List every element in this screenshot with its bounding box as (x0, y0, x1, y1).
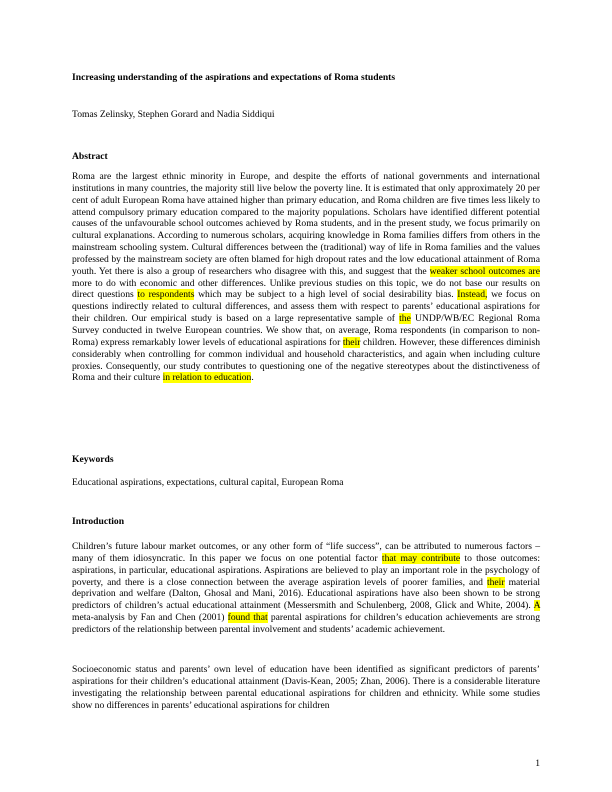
author-list: Tomas Zelinsky, Stephen Gorard and Nadia Siddiqui (72, 109, 275, 120)
abstract-paragraph (72, 171, 540, 384)
text-run: children. However, these differences diminish considerably when controlling for common individual and household characteristics, and again when including culture proxies. Consequently, our study contributes to questioning one of the negative stereotypes about the distinctiveness of Roma and their culture (72, 336, 540, 384)
highlighted-text: their (342, 336, 361, 348)
text-run: meta-analysis by Fan and Chen (2001) (72, 612, 228, 624)
text-run: UNDP/WB/EC Regional Roma Survey conducted in twelve European countries. We show that, on average, Roma respondents (in comparison to non-Roma) express remarkably lower levels of educational aspirations for (72, 313, 540, 348)
highlighted-text: their (486, 576, 505, 588)
paper-title: Increasing understanding of the aspirations and expectations of Roma students (72, 72, 396, 83)
page-number: 1 (535, 758, 540, 769)
highlighted-text: found that (227, 612, 268, 624)
highlighted-text: to respondents (137, 289, 195, 301)
text-run: which may be subject to a high level of social desirability bias. (194, 289, 458, 301)
highlighted-text: A (533, 600, 540, 612)
text-run: more to do with economic and other differences. Unlike previous studies on this topic, we do not base our results on direct questions (72, 277, 540, 301)
text-run: to those outcomes: aspirations, in particular, educational aspirations. Aspirations are believed to play an important role in the psychology of poverty, and there is a close connection between the average aspiration levels of poorer families, and (72, 552, 540, 588)
keywords-text: Educational aspirations, expectations, cultural capital, European Roma (72, 477, 344, 488)
introduction-paragraph-1 (72, 541, 540, 636)
highlighted-text: Instead, (457, 289, 488, 301)
keywords-heading: Keywords (72, 454, 114, 465)
highlighted-text: that may contribute (381, 552, 461, 564)
text-run: Roma are the largest ethnic minority in Europe, and despite the efforts of national governments and international institutions in many countries, the majority still live below the poverty line. It is estimated that only approximately 20 per cent of adult European Roma have attained higher than primary education, and Roma children are five times less likely to attend compulsory primary education compared to the majority populations. Scholars have identified different potential causes of the unfavourable school outcomes achieved by Roma students, and in the present study, we focus primarily on cultural explanations. According to numerous scholars, acquiring knowledge in Roma families differs from others in the mainstream schooling system. Cultural differences between the (traditional) way of life in Roma families and the values professed by the mainstream society are often blamed for high dropout rates and the low educational attainment of Roma youth. Yet there is also a group of researchers who disagree with this, and suggest that the (72, 171, 540, 277)
highlighted-text: the (399, 313, 411, 325)
text-run: . (251, 372, 254, 384)
text-run: parental aspirations for children’s education achievements are strong predictors of the relationship between parental involvement and students’ academic achievement. (72, 612, 540, 635)
highlighted-text: weaker school outcomes are (429, 265, 540, 277)
text-run: material deprivation and welfare (Dalton, Ghosal and Mani, 2016). Educational aspirations have also been shown to be strong predictors of children’s actual educational attainment (Messersmith and Schulenberg, 2008, Glick and White, 2004). (72, 576, 541, 612)
text-run: Children’s future labour market outcomes, or any other form of “life success”, can be attributed to numerous factors – many of them idiosyncratic. In this paper we focus on one potential factor (72, 541, 540, 564)
introduction-paragraph-2: Socioeconomic status and parents’ own level of education have been identified as significant predictors of parents’ aspirations for their children’s educational attainment (Davis-Kean, 2005; Zhan, 2006). There is a considerable literature investigating the relationship between parental educational aspirations for children and ethnicity. While some studies show no differences in parents’ educational aspirations for children (72, 664, 540, 711)
introduction-heading: Introduction (72, 516, 125, 527)
abstract-heading: Abstract (72, 151, 108, 162)
text-run: we focus on questions indirectly related to cultural differences, and assess them with respect to parents’ educational aspirations for their children. Our empirical study is based on a large representative sample of (72, 289, 540, 325)
highlighted-text: in relation to education (162, 372, 252, 384)
